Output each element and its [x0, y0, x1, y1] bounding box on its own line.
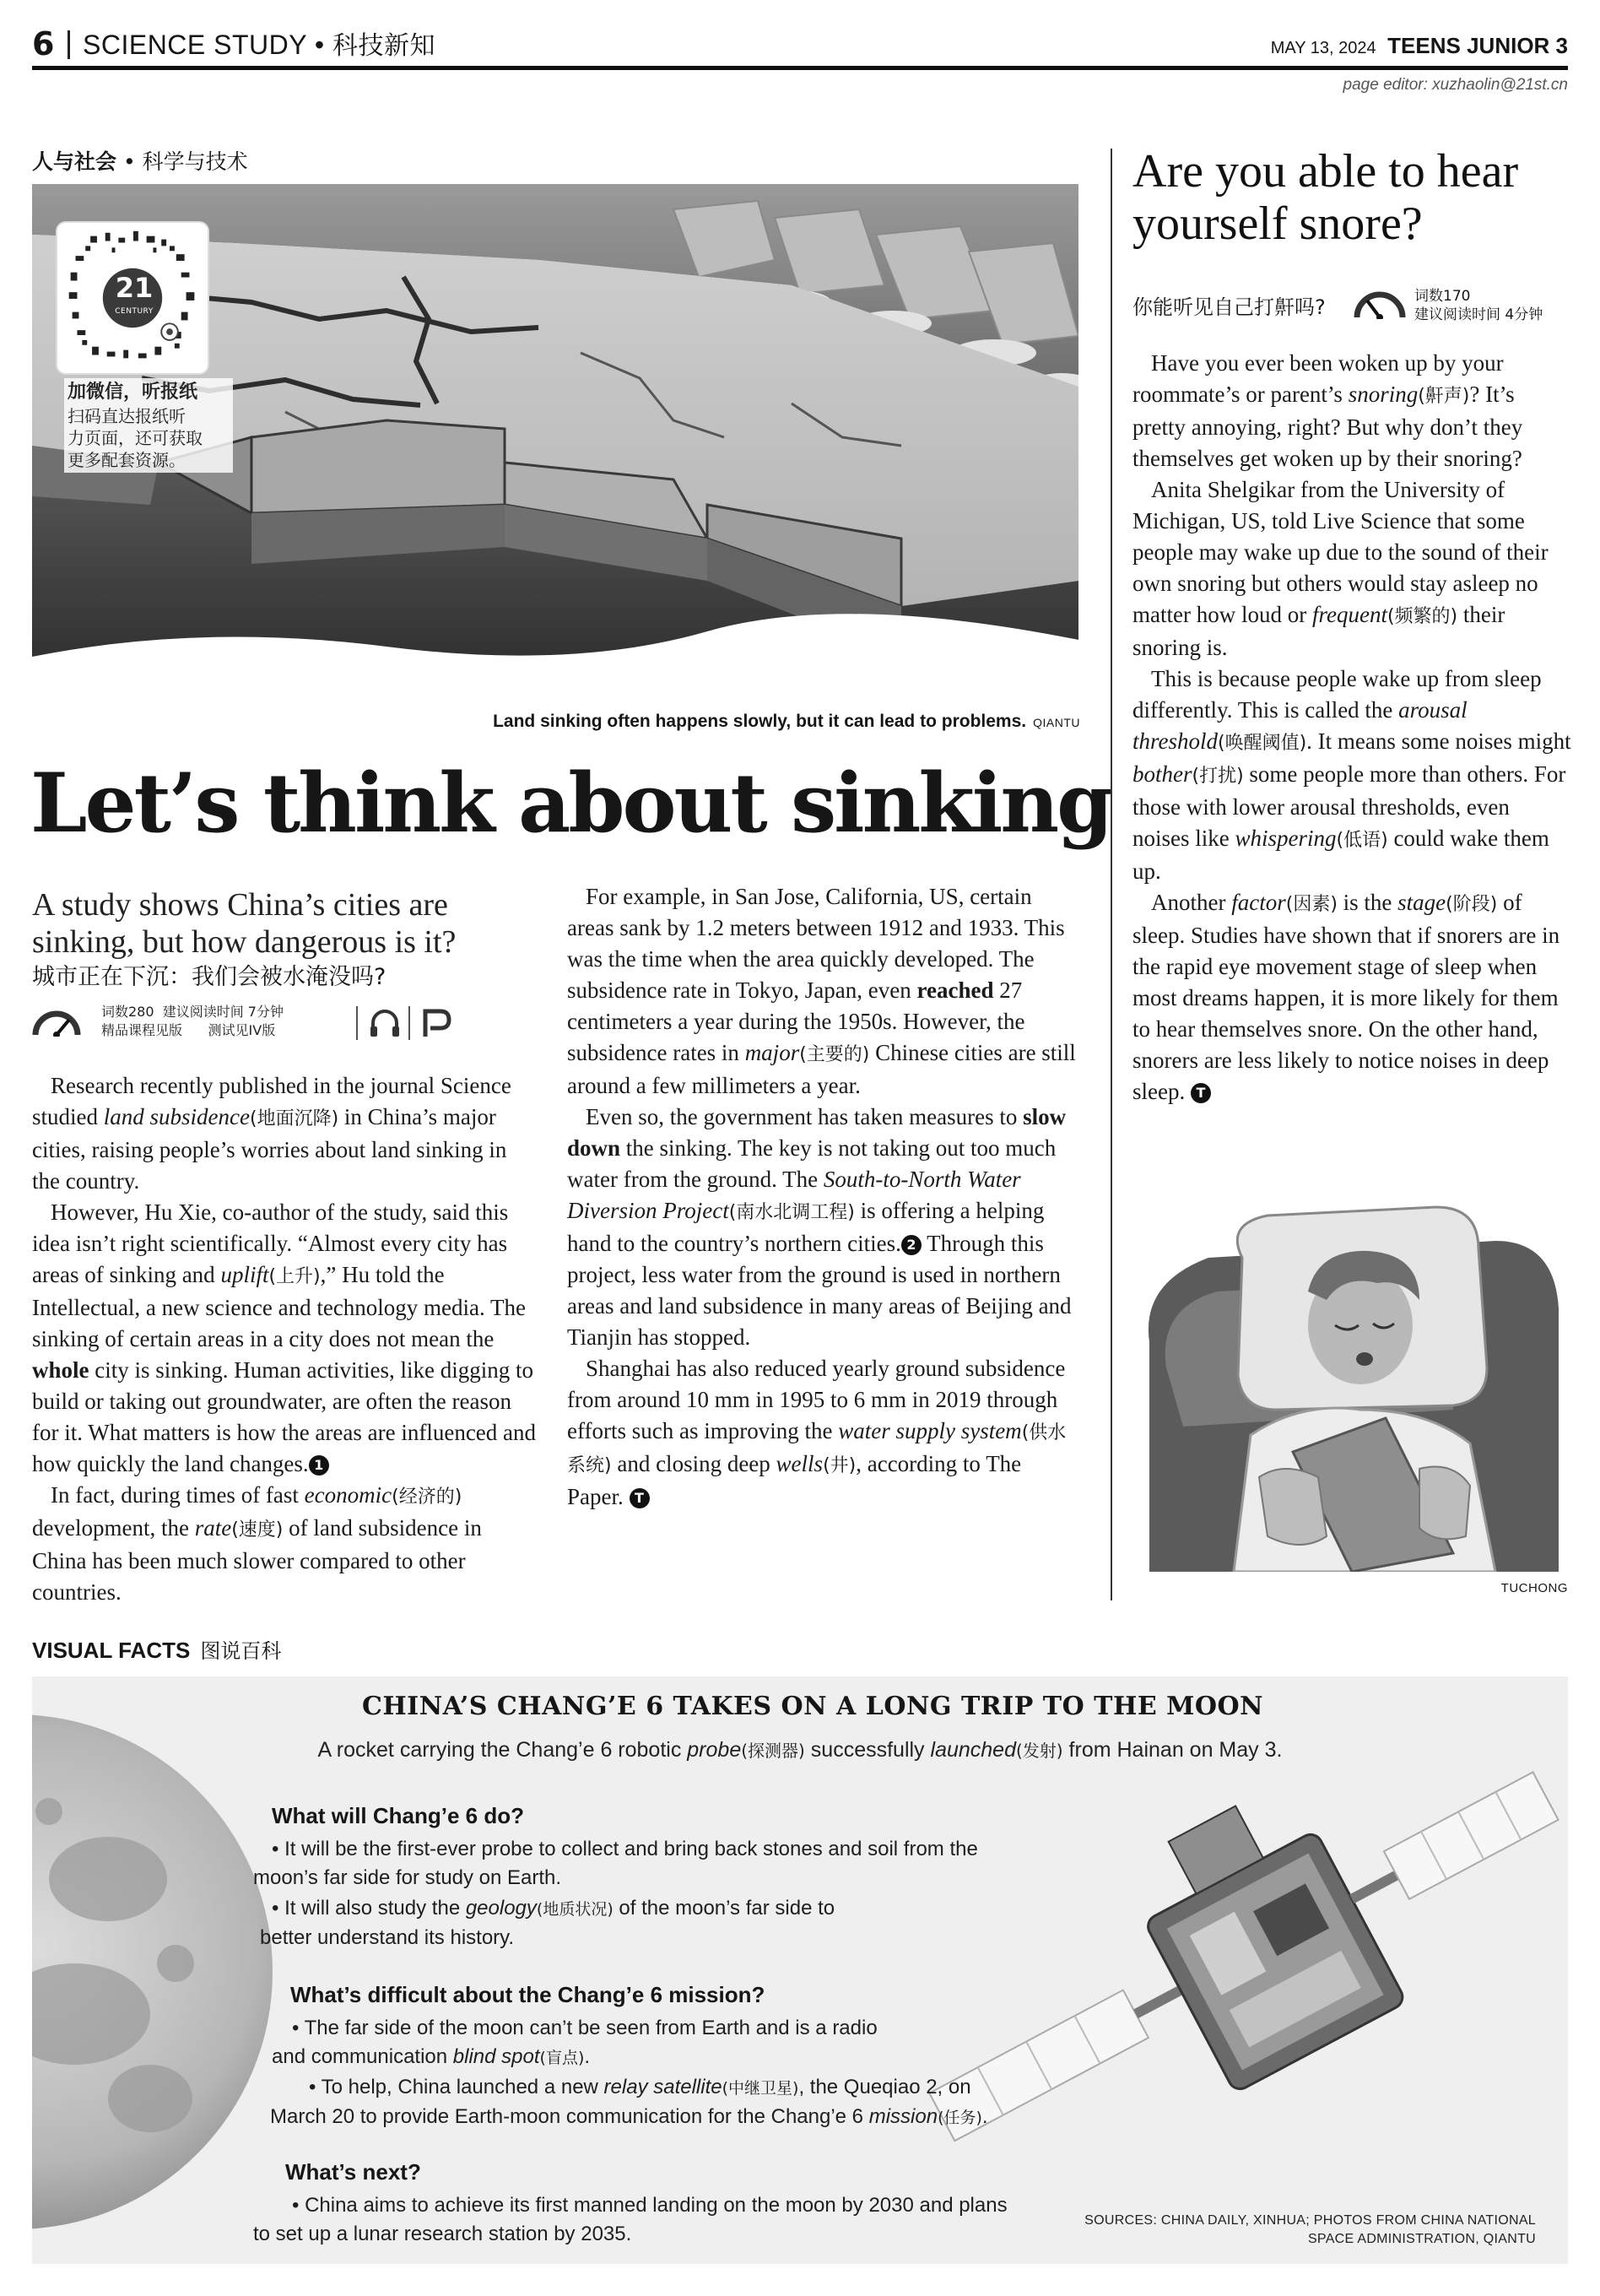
sources-line-2: SPACE ADMINISTRATION, QIANTU — [1307, 2232, 1536, 2246]
qr-logo-text: CENTURY — [115, 307, 154, 316]
text-run: successfully — [804, 1738, 931, 1762]
gauge-icon — [1354, 289, 1406, 319]
sleeping-person-illustration — [1132, 1199, 1571, 1572]
vocab-cn: (中继卫星) — [722, 2079, 799, 2098]
snore-paragraph-4 — [1132, 887, 1571, 1107]
visual-facts-title: CHINA’S CHANG’E 6 TAKES ON A LONG TRIP TO THE MOON — [361, 1692, 1264, 1721]
publication-name: TEENS JUNIOR 3 — [1387, 33, 1568, 58]
note-marker-1: 1 — [309, 1455, 329, 1476]
answer-1-bullet-1: • It will be the first-ever probe to collect and bring back stones and soil from the moon’s far side for study on Earth. — [253, 1838, 978, 1889]
vocab-term: wells — [776, 1451, 824, 1476]
bullet: • — [314, 30, 332, 60]
reading-meta — [32, 1003, 538, 1045]
kicker-dot: • — [116, 149, 143, 174]
snore-read-time: 建议阅读时间 4分钟 — [1414, 306, 1543, 323]
visual-facts-label-en: VISUAL FACTS — [32, 1638, 191, 1663]
visual-facts-subtitle — [0, 1737, 1600, 1763]
qr-title: 加微信，听报纸 — [68, 382, 198, 403]
paragraph-4 — [567, 881, 1082, 1102]
text-run: is offering a helping hand to the country’s northern cities. — [567, 1198, 1045, 1256]
answer-2-bullet-2 — [270, 2073, 1013, 2132]
text-run: in China’s major cities, raising people’s worries about land sinking in the country. — [32, 1104, 507, 1194]
qr-line-2: 力页面，还可获取 — [68, 428, 203, 448]
photo-caption — [422, 712, 1080, 732]
vocab-term: economic — [304, 1482, 392, 1508]
vocab-cn: (任务) — [938, 2109, 982, 2127]
text-run: For example, in San Jose, California, US, certain areas sank by 1.2 meters between 1912 and 1933. This was the time when the area quickly developed. The subsidence rate in Tokyo, Japan, even — [567, 884, 1065, 1003]
vocab-term: geology — [465, 1897, 537, 1920]
vocab-term: factor — [1231, 890, 1286, 915]
text-run: A rocket carrying the Chang’e 6 robotic — [317, 1738, 688, 1762]
article-deck: A study shows China’s cities are sinking, but how dangerous is it? — [32, 887, 457, 960]
answer-2-bullet-1 — [272, 2014, 879, 2072]
text-run: In fact, during times of fast — [51, 1482, 305, 1508]
qr-instructions — [64, 378, 233, 473]
text-run: Shanghai has also reduced yearly ground subsidence from around 10 mm in 1995 to 6 mm in 2019 through efforts such as improving the — [567, 1356, 1066, 1443]
vocab-term: probe — [687, 1738, 742, 1762]
text-run: their snoring is. — [1132, 602, 1505, 660]
vocab-term: uplift — [220, 1262, 269, 1287]
text-run: some people more than others. For those with lower arousal thresholds, even noises like — [1132, 761, 1566, 851]
text-run: from Hainan on May 3. — [1062, 1738, 1283, 1762]
paragraph-5 — [567, 1102, 1082, 1353]
text-run: This is because people wake up from sleep differently. This is called the — [1132, 666, 1542, 723]
caption-credit: QIANTU — [1033, 716, 1080, 729]
vocab-cn: (阶段) — [1446, 894, 1498, 915]
text-run: However, Hu Xie, co-author of the study, said this idea isn’t right scientifically. “Almost every city has areas of sinking and — [32, 1199, 509, 1287]
text-run: Anita Shelgikar from the University of Michigan, US, told Live Science that some people may wake up due to the sound of their own snoring but others would stay asleep no matter how loud or — [1132, 477, 1549, 627]
snore-title-cn: 你能听见自己打鼾吗? — [1132, 295, 1326, 319]
sources-line-1: SOURCES: CHINA DAILY, XINHUA; PHOTOS FROM CHINA NATIONAL — [1084, 2213, 1536, 2228]
vocab-term: rate — [194, 1515, 232, 1541]
snore-paragraph-2 — [1132, 474, 1571, 663]
snore-paragraph-1 — [1132, 348, 1571, 474]
meta-divider-1 — [356, 1006, 358, 1040]
headphones-icon[interactable] — [368, 1008, 402, 1038]
bold-word: reached — [916, 977, 994, 1003]
text-run: • It will also study the — [272, 1897, 466, 1920]
text-run: of sleep. Studies have shown that if snorers are in the rapid eye movement stage of sleep when most dreams happen, it is more likely for them to hear themselves snore. On the other hand, snorers are less likely to notice noises in deep sleep. — [1132, 890, 1560, 1104]
issue-date: MAY 13, 2024 — [1270, 39, 1376, 57]
visual-facts-label — [32, 1634, 281, 1664]
vocab-cn: (鼾声) — [1418, 386, 1470, 407]
section-title — [83, 27, 435, 64]
kicker-bold: 人与社会 — [32, 149, 117, 174]
text-run: Even so, the government has taken measures to — [586, 1104, 1024, 1129]
visual-facts-label-cn: 图说百科 — [200, 1639, 282, 1663]
section-kicker — [32, 145, 248, 176]
vocab-cn: (探测器) — [741, 1741, 805, 1761]
vocab-cn: (因素) — [1285, 894, 1338, 915]
text-run: Research recently published in the journal Science studied — [32, 1073, 511, 1129]
kicker-rest: 科学与技术 — [142, 149, 248, 174]
page-number: 6 — [32, 25, 55, 62]
word-count: 词数280 — [101, 1004, 154, 1020]
paragraph-2 — [32, 1197, 538, 1480]
qr-line-3: 更多配套资源。 — [68, 450, 186, 470]
wechat-qr-code[interactable] — [56, 221, 209, 375]
vocab-cn: (速度) — [231, 1519, 284, 1541]
text-run: the sinking. The key is not taking out too much water from the ground. The — [567, 1135, 1057, 1192]
text-run: Through this project, less water from the ground is used in northern areas and land subsidence in many areas of Beijing and Tianjin has stopped. — [567, 1231, 1072, 1350]
meta-divider-2 — [408, 1006, 410, 1040]
text-run: Have you ever been woken up by your roommate’s or parent’s — [1132, 350, 1504, 407]
main-article-column-2 — [567, 881, 1082, 1513]
vocab-cn: (地面沉降) — [249, 1108, 339, 1129]
masthead — [32, 25, 1568, 69]
vocab-term: stage — [1397, 890, 1446, 915]
text-run: . — [981, 2105, 988, 2128]
text-run: city is sinking. Human activities, like digging to build or taking out groundwater, are often the reason for it. What matters is how the areas are influenced and how quickly the land changes. — [32, 1357, 537, 1476]
snore-meta — [1132, 282, 1571, 322]
text-run: ,” Hu told the Intellectual, a new science and technology media. The sinking of certain areas in a city does not mean the — [32, 1262, 527, 1351]
vocab-cn: (打扰) — [1192, 766, 1244, 787]
vocab-cn: (低语) — [1336, 830, 1388, 851]
vocab-term: water supply system — [838, 1418, 1022, 1443]
text-run: Chinese cities are still around a few millimeters a year. — [567, 1040, 1076, 1098]
vocab-term: bother — [1132, 761, 1192, 787]
vocab-cn: (发射) — [1016, 1741, 1063, 1761]
snore-word-count: 词数170 — [1414, 288, 1471, 305]
text-run: , the Queqiao 2, on March 20 to provide Earth-moon communication for the Chang’e 6 — [270, 2076, 971, 2128]
page-editor: page editor: xuzhaolin@21st.cn — [1343, 76, 1568, 94]
vocab-cn: (唤醒阈值) — [1218, 733, 1307, 754]
vocab-term: blind spot — [452, 2045, 540, 2068]
gauge-icon — [32, 1008, 81, 1037]
end-marker: T — [630, 1488, 650, 1508]
visual-facts-panel — [32, 1676, 1568, 2264]
vocab-term: South-to-North Water Diversion Project — [567, 1167, 1021, 1223]
column-divider — [1111, 149, 1112, 1600]
moon-image — [32, 1710, 277, 2234]
vocab-cn: (盲点) — [539, 2049, 585, 2067]
paragraph-1 — [32, 1070, 538, 1197]
note-marker-2: 2 — [901, 1235, 922, 1255]
vocab-cn: (地质状况) — [536, 1900, 614, 1919]
text-run: development, the — [32, 1515, 195, 1541]
sources-credit — [1080, 2212, 1536, 2249]
vocab-cn: (南水北调工程) — [728, 1202, 855, 1223]
test-ref: 测试见IV版 — [208, 1022, 276, 1038]
text-run: could wake them up. — [1132, 826, 1549, 884]
paragraph-3 — [32, 1480, 538, 1608]
text-run: ? It’s pretty annoying, right? But why don’t they themselves get woken up by their snoring? — [1132, 382, 1523, 471]
text-run: and closing deep — [611, 1451, 776, 1476]
snore-paragraph-3 — [1132, 663, 1571, 887]
qr-logo-number: 21 — [115, 272, 154, 304]
meta-line-1 — [101, 1003, 284, 1021]
vocab-cn: (井) — [823, 1455, 857, 1476]
vocab-term: snoring — [1348, 382, 1419, 407]
vocab-term: whispering — [1235, 826, 1337, 851]
article-deck-cn: 城市正在下沉：我们会被水淹没吗? — [32, 964, 386, 990]
vocab-term: mission — [868, 2105, 938, 2128]
text-run: 27 centimeters a year during the 1950s. However, the subsidence rates in — [567, 977, 1025, 1065]
vocab-term: launched — [930, 1738, 1016, 1762]
text-run: is the — [1337, 890, 1398, 915]
answer-3-bullet-1: • China aims to achieve its first manned landing on the moon by 2030 and plans to set up a lunar research station by 2035. — [253, 2194, 1008, 2245]
text-run: of the moon’s far side to better understand its history. — [260, 1897, 835, 1949]
vocab-cn: (主要的) — [799, 1044, 870, 1065]
vocab-term: arousal threshold — [1132, 697, 1468, 754]
bold-word: slow down — [567, 1104, 1067, 1161]
bold-word: whole — [32, 1357, 89, 1383]
course-ref: 精品课程见版 — [101, 1022, 183, 1038]
vocab-term: relay satellite — [603, 2076, 722, 2098]
text-run: . It means some noises might — [1306, 728, 1571, 754]
question-3: What’s next? — [285, 2159, 421, 2185]
snore-headline: Are you able to hear yourself snore? — [1132, 145, 1519, 250]
answer-1-bullet-2 — [260, 1894, 868, 1952]
vocab-cn: (上升) — [268, 1266, 321, 1287]
illustration-credit: TUCHONG — [1500, 1581, 1568, 1595]
main-article-column-1 — [32, 1070, 538, 1608]
section-name-cn: 科技新知 — [332, 31, 435, 61]
vocab-term: frequent — [1311, 602, 1387, 627]
vocab-term: major — [744, 1040, 800, 1065]
issue-info — [1271, 30, 1568, 63]
vocab-term: land subsidence — [103, 1104, 250, 1129]
text-run: , according to The Paper. — [567, 1451, 1022, 1509]
snore-article-body — [1132, 348, 1571, 1107]
qr-line-1: 扫码直达报纸听 — [68, 406, 186, 426]
section-name: SCIENCE STUDY — [83, 30, 307, 60]
read-time: 建议阅读时间 7分钟 — [162, 1004, 284, 1020]
vocab-cn: (频繁的) — [1386, 606, 1458, 627]
paragraph-6 — [567, 1353, 1082, 1513]
text-run: • The far side of the moon can’t be seen from Earth and is a radio and communication — [272, 2017, 878, 2068]
masthead-rule — [32, 66, 1568, 70]
main-headline: Let’s think about sinking — [30, 755, 1111, 851]
caption-text: Land sinking often happens slowly, but it can lead to problems. — [493, 712, 1027, 731]
play-app-icon[interactable] — [419, 1008, 452, 1038]
end-marker: T — [1191, 1083, 1211, 1103]
masthead-divider — [68, 30, 70, 59]
question-2: What’s difficult about the Chang’e 6 mission? — [290, 1982, 765, 2007]
vocab-cn: (供水系统) — [567, 1422, 1067, 1476]
vocab-cn: (经济的) — [392, 1486, 462, 1508]
text-run: . — [584, 2045, 591, 2068]
question-1: What will Chang’e 6 do? — [272, 1803, 524, 1828]
text-run: Another — [1151, 890, 1232, 915]
text-run: of land subsidence in China has been much slower compared to other countries. — [32, 1515, 482, 1605]
text-run: • To help, China launched a new — [309, 2076, 604, 2098]
meta-line-2 — [101, 1021, 275, 1040]
